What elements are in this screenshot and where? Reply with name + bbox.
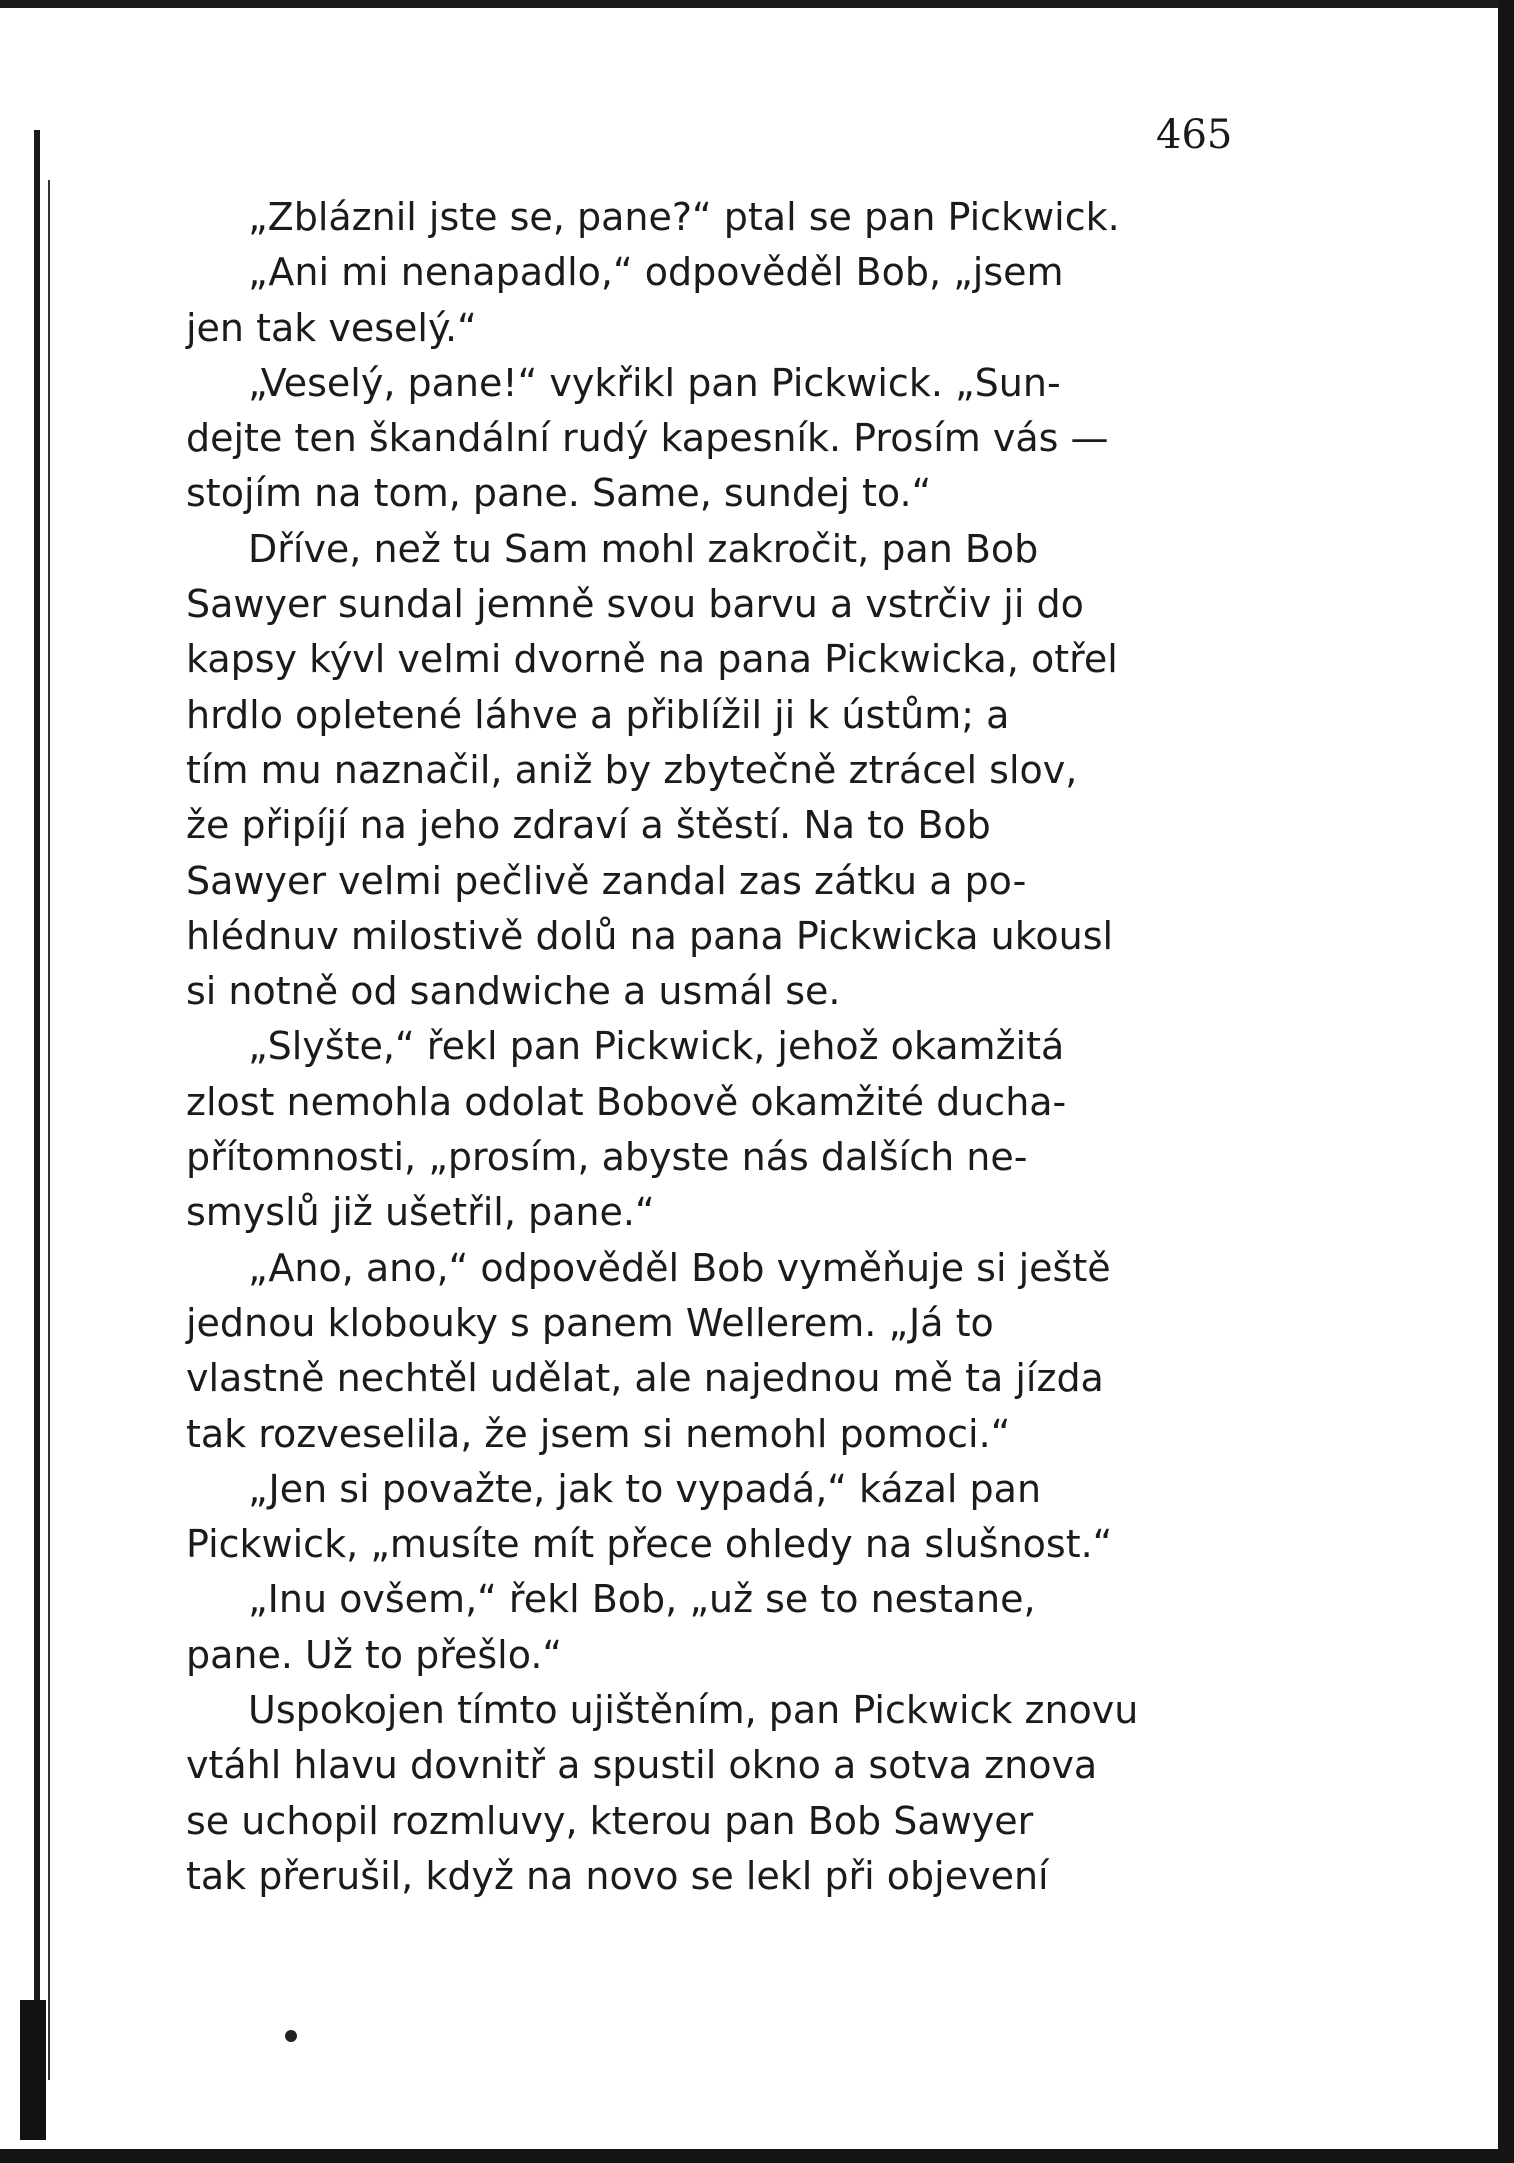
text-line: že připíjí na jeho zdraví a štěstí. Na to Bob: [186, 803, 991, 848]
text-line: Pickwick, „musíte mít přece ohledy na slušnost.“: [186, 1522, 1113, 1567]
text-line: si notně od sandwiche a usmál se.: [186, 969, 841, 1014]
text-line: vlastně nechtěl udělat, ale najednou mě ta jízda: [186, 1356, 1104, 1401]
text-line: „Ano, ano,“ odpověděl Bob vyměňuje si ještě: [248, 1245, 1111, 1290]
scan-bottom-edge: [0, 2149, 1514, 2163]
text-line: „Ani mi nenapadlo,“ odpověděl Bob, „jsem: [248, 250, 1064, 295]
text-line: pane. Už to přešlo.“: [186, 1632, 563, 1677]
text-line: dejte ten škandální rudý kapesník. Prosím vás —: [186, 416, 1109, 461]
text-line: přítomnosti, „prosím, abyste nás dalších ne-: [186, 1135, 1028, 1180]
text-line: zlost nemohla odolat Bobově okamžité ducha-: [186, 1079, 1067, 1124]
page-number: 465: [1156, 112, 1233, 158]
binding-shadow: [20, 2000, 46, 2140]
text-line: jen tak veselý.“: [186, 305, 477, 350]
body-text: [186, 190, 1246, 1904]
text-line: tak rozveselila, že jsem si nemohl pomoci.“: [186, 1411, 1011, 1456]
binding-edge: [34, 130, 40, 2130]
text-line: „Slyšte,“ řekl pan Pickwick, jehož okamžitá: [248, 1024, 1065, 1069]
text-line: hrdlo opletené láhve a přiblížil ji k ústům; a: [186, 692, 1010, 737]
text-line: smyslů již ušetřil, pane.“: [186, 1190, 655, 1235]
text-line: Uspokojen tímto ujištěním, pan Pickwick znovu: [248, 1688, 1139, 1733]
text-line: „Zbláznil jste se, pane?“ ptal se pan Pickwick.: [248, 195, 1120, 239]
text-line: Sawyer velmi pečlivě zandal zas zátku a po-: [186, 858, 1027, 903]
text-line: Dříve, než tu Sam mohl zakročit, pan Bob: [248, 526, 1039, 571]
text-line: jednou klobouky s panem Wellerem. „Já to: [186, 1300, 994, 1345]
ink-spot: [285, 2030, 297, 2042]
text-line: „Jen si považte, jak to vypadá,“ kázal pan: [248, 1466, 1042, 1511]
text-line: hlédnuv milostivě dolů na pana Pickwicka ukousl: [186, 913, 1114, 958]
scan-right-edge: [1498, 0, 1514, 2163]
text-line: kapsy kývl velmi dvorně na pana Pickwicka, otřel: [186, 637, 1118, 682]
text-line: „Inu ovšem,“ řekl Bob, „už se to nestane,: [248, 1577, 1036, 1622]
text-line: stojím na tom, pane. Same, sundej to.“: [186, 471, 932, 516]
text-line: se uchopil rozmluvy, kterou pan Bob Sawyer: [186, 1798, 1034, 1843]
binding-edge-line: [48, 180, 50, 2080]
text-line: „Veselý, pane!“ vykřikl pan Pickwick. „Sun-: [248, 360, 1061, 405]
text-line: tak přerušil, když na novo se lekl při objevení: [186, 1853, 1049, 1898]
text-line: Sawyer sundal jemně svou barvu a vstrčiv ji do: [186, 582, 1084, 627]
scan-top-edge: [0, 0, 1514, 8]
text-line: vtáhl hlavu dovnitř a spustil okno a sotva znova: [186, 1743, 1098, 1788]
text-line: tím mu naznačil, aniž by zbytečně ztrácel slov,: [186, 747, 1078, 792]
